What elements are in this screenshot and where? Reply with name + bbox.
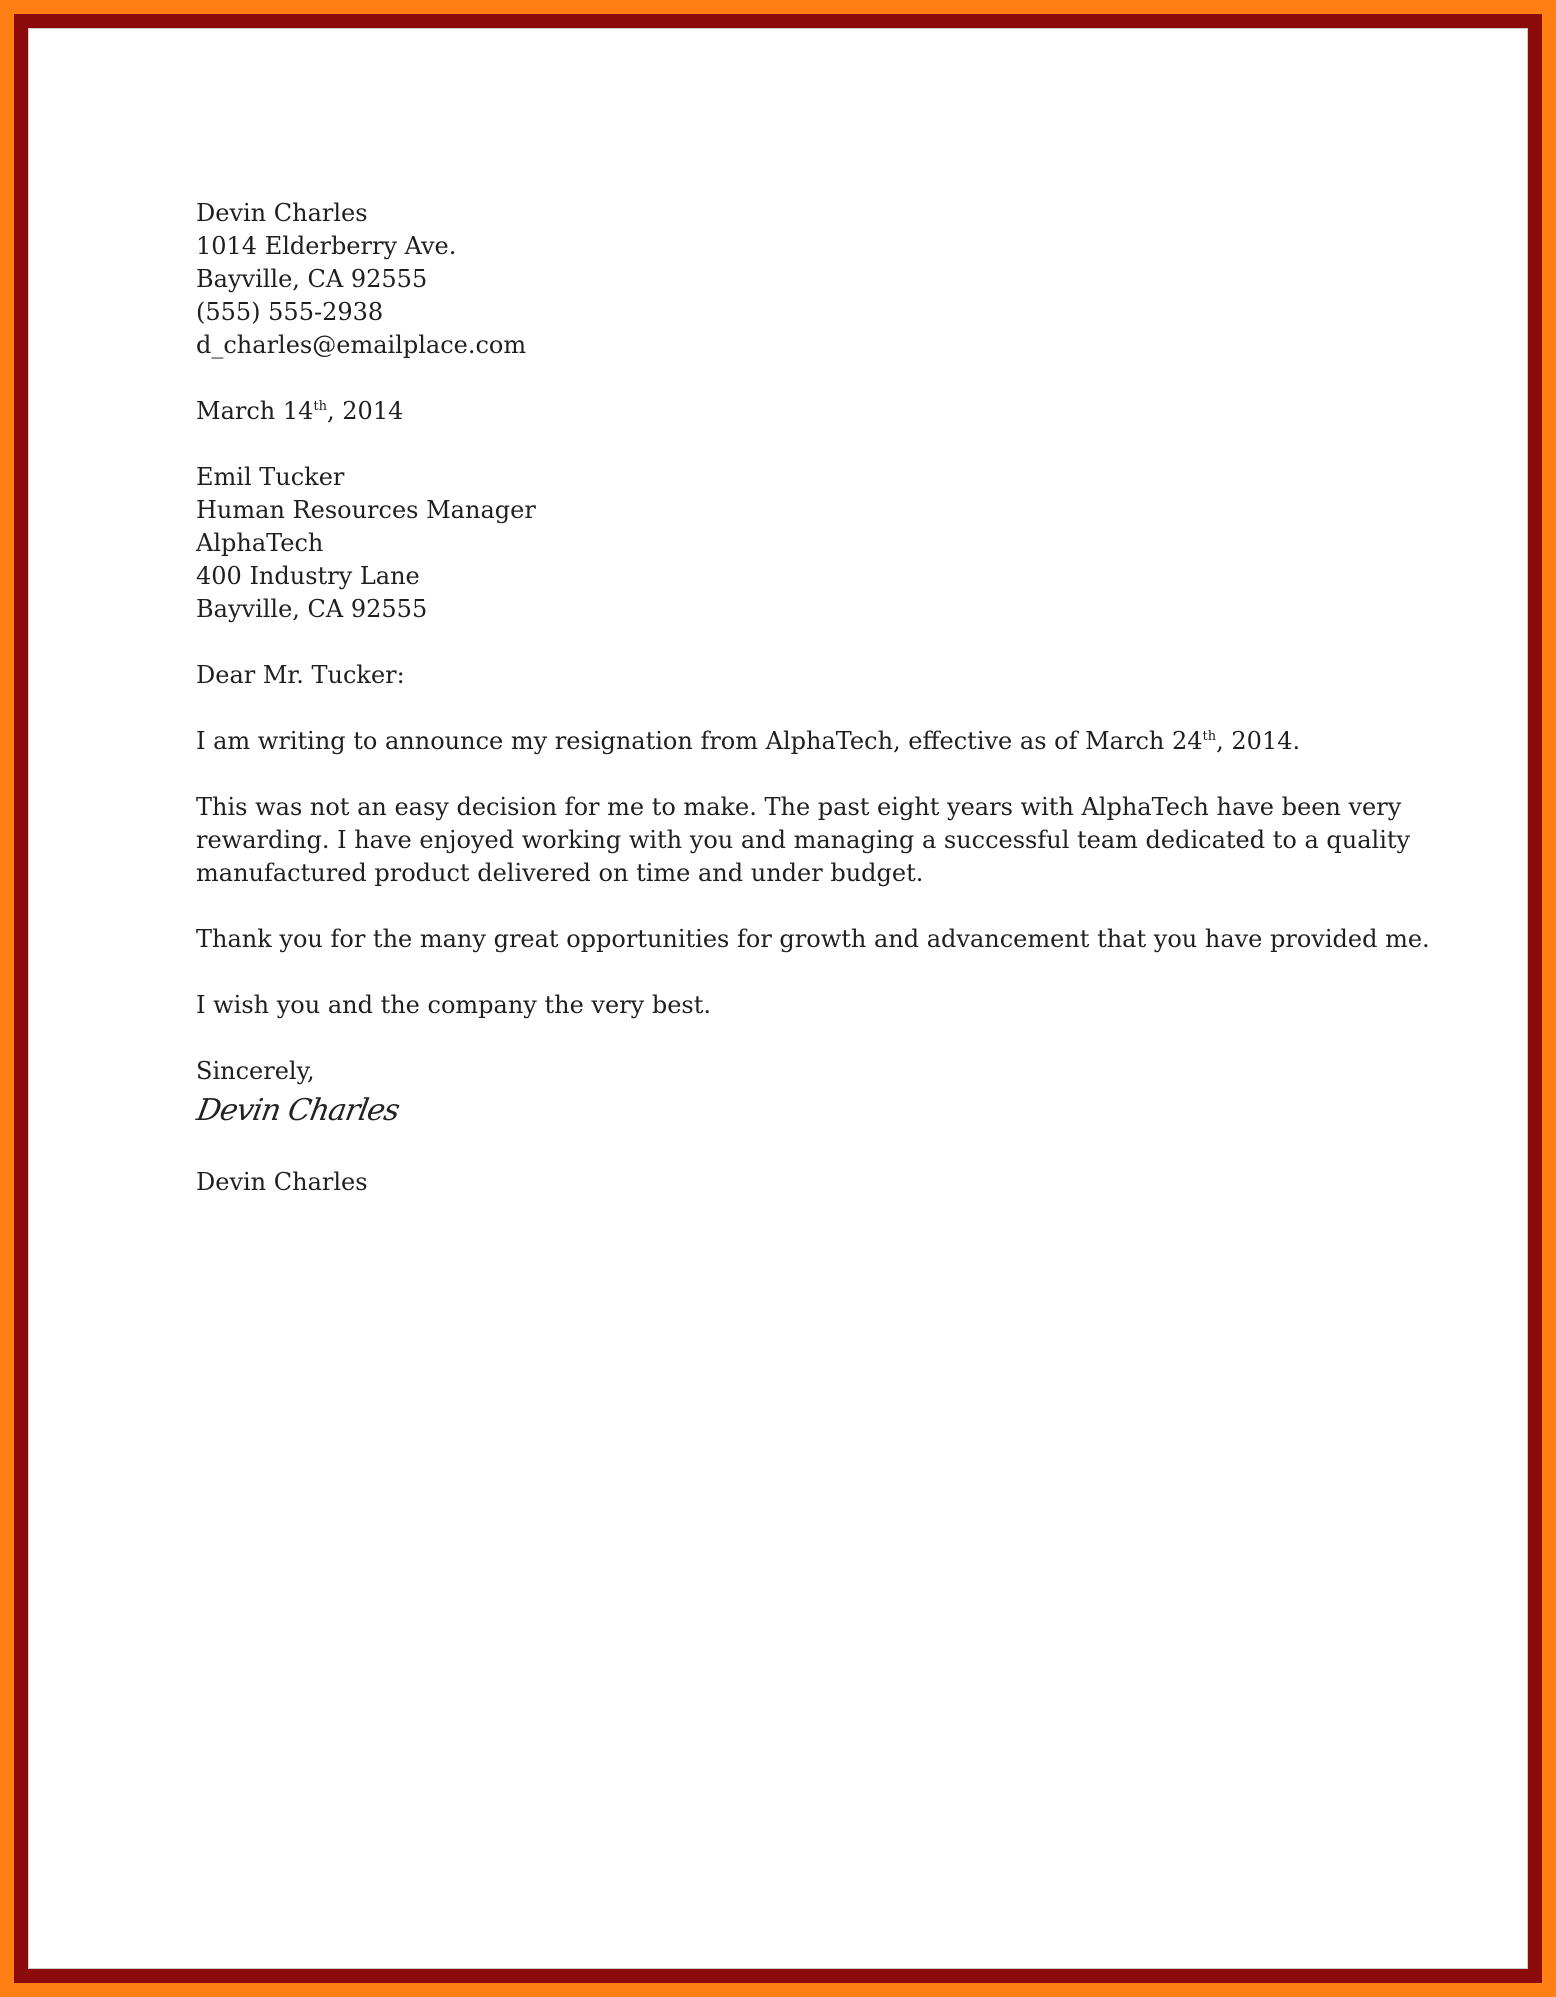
paragraph-decision [196, 791, 1436, 890]
handwritten-signature: Devin Charles [194, 1093, 402, 1128]
p2-line3: manufactured product delivered on time and under budget. [196, 859, 924, 887]
p1-suffix: th [1202, 729, 1217, 744]
paragraph-wishes [196, 989, 1436, 1022]
recipient-title: Human Resources Manager [196, 496, 536, 524]
date-month-day: March 14 [196, 397, 314, 425]
letter-page [28, 28, 1528, 1969]
sender-phone: (555) 555-2938 [196, 298, 384, 326]
salutation [196, 659, 1436, 692]
recipient-street: 400 Industry Lane [196, 562, 420, 590]
date-year: , 2014 [327, 397, 404, 425]
sender-city: Bayville, CA 92555 [196, 265, 428, 293]
sender-email: d_charles@emailplace.com [196, 331, 527, 359]
closing [196, 1055, 1436, 1088]
recipient-address [196, 461, 1436, 626]
paragraph-resignation [196, 725, 1436, 758]
paragraph-thanks [196, 923, 1436, 956]
paragraph-resignation-line [196, 725, 1436, 758]
salutation-text: Dear Mr. Tucker: [196, 661, 405, 689]
date-suffix: th [313, 399, 328, 414]
p1-after: , 2014. [1216, 727, 1301, 755]
recipient-name: Emil Tucker [196, 463, 345, 491]
closing-text: Sincerely, [196, 1057, 315, 1085]
p4-text: I wish you and the company the very best. [196, 991, 711, 1019]
recipient-company: AlphaTech [196, 529, 324, 557]
typed-name [196, 1166, 1436, 1199]
letter-body [196, 197, 1436, 1199]
p1-before: I am writing to announce my resignation from AlphaTech, effective as of March 24 [196, 727, 1203, 755]
letter-date [196, 395, 1436, 428]
sender-street: 1014 Elderberry Ave. [196, 232, 457, 260]
sender-address [196, 197, 1436, 362]
p2-line1: This was not an easy decision for me to make. The past eight years with AlphaTech have been very [196, 793, 1402, 821]
sender-name: Devin Charles [196, 199, 368, 227]
recipient-city: Bayville, CA 92555 [196, 595, 428, 623]
typed-name-text: Devin Charles [196, 1168, 368, 1196]
p2-line2: rewarding. I have enjoyed working with you and managing a successful team dedicated to a quality [196, 826, 1411, 854]
date-line [196, 395, 1436, 428]
p3-text: Thank you for the many great opportunities for growth and advancement that you have provided me. [196, 925, 1430, 953]
